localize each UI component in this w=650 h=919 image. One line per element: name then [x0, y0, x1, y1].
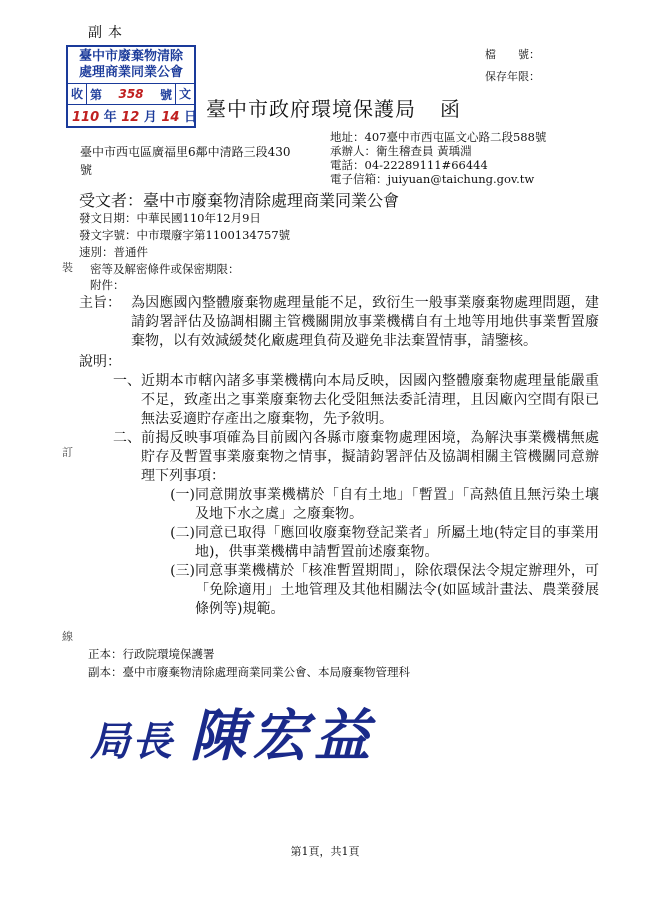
archive-info	[485, 44, 540, 88]
explanation-header	[79, 353, 599, 372]
item2-label: 二、	[113, 430, 141, 446]
sub3-text: 同意事業機構於「核准暫置期間」，除依環保法令規定辦理外，可「免除適用」土地管理及其他相關法令(如區域計畫法、農業發展條例等)規範。	[195, 563, 599, 617]
contact-address: 地址：407臺中市西屯區文心路二段588號	[330, 130, 547, 144]
sub2-text: 同意已取得「應回收廢棄物登記業者」所屬土地(特定目的事業用地)，供事業機構申請暫置前述廢棄物。	[195, 525, 599, 560]
speed-class: 速別：普通件	[79, 245, 148, 259]
stamp-di-label: 第	[90, 87, 103, 102]
copy-recipients: 副本：臺中市廢棄物清除處理商業同業公會、本局廢棄物管理科	[88, 665, 410, 679]
stamp-org-name	[68, 47, 194, 84]
attachment: 附件：	[90, 278, 125, 292]
contact-handler: 承辦人：衛生稽查員 黃瑀淵	[330, 144, 472, 158]
file-number-label: 檔 號：	[485, 48, 540, 61]
document-title	[206, 93, 461, 122]
subject-text: 為因應國內整體廢棄物處理量能不足，致衍生一般事業廢棄物處理問題，建請鈞署評估及協調相關主管機關開放事業機構自有土地等用地供事業暫置廢棄物，以有效減緩焚化廠處理負荷及避免非法棄置情事，請鑒核。	[131, 295, 599, 349]
stamp-date	[68, 105, 198, 126]
secrecy-level: 密等及解密條件或保密期限：	[90, 262, 240, 276]
staple-mark: 訂	[62, 446, 73, 459]
sub-item-1	[141, 486, 599, 524]
item1-label: 一、	[113, 373, 141, 389]
stamp-month-label: 月	[143, 110, 157, 125]
contact-phone: 電話：04-22289111#66444	[330, 158, 488, 172]
receipt-stamp	[66, 45, 196, 128]
explanation-item-2	[79, 429, 599, 486]
sub-item-3	[141, 562, 599, 619]
explanation-item-1	[79, 372, 599, 429]
main-recipient: 正本：行政院環境保護署	[88, 647, 215, 661]
sub1-text: 同意開放事業機構於「自有土地」「暫置」「高熱值且無污染土壤及地下水之虞」之廢棄物。	[195, 487, 599, 522]
contact-block	[330, 130, 546, 186]
subject-section	[79, 294, 599, 351]
contact-email: 電子信箱：juiyuan@taichung.gov.tw	[330, 172, 535, 186]
agency-name: 臺中市政府環境保護局	[206, 97, 416, 121]
stamp-year-label: 年	[103, 110, 117, 125]
document-body	[79, 294, 599, 619]
signature-title: 局長	[90, 719, 174, 765]
stamp-year: 110	[72, 110, 100, 125]
signature-name: 陳宏益	[189, 704, 376, 769]
stamp-number: 358	[118, 87, 144, 101]
stamp-receive-label: 收	[68, 84, 87, 104]
sub-item-2	[141, 524, 599, 562]
retention-period-label: 保存年限：	[485, 70, 540, 83]
stamp-month: 12	[121, 110, 140, 125]
sender-address: 臺中市西屯區廣福里6鄰中清路三段430號	[80, 145, 291, 177]
item2-text: 前揭反映事項確為目前國內各縣市廢棄物處理困境，為解決事業機構無處貯存及暫置事業廢棄物之情事，擬請鈞署評估及協調相關主管機關同意辦理下列事項：	[141, 430, 599, 484]
page-footer: 第1頁，共1頁	[290, 845, 360, 858]
stamp-wen-label: 文	[175, 84, 194, 104]
stamp-org-line2: 處理商業同業公會	[78, 65, 183, 80]
recipient-line: 受文者：臺中市廢棄物清除處理商業同業公會	[79, 191, 400, 210]
stamp-org-line1: 臺中市廢棄物清除	[78, 49, 183, 64]
sub3-label: (三)	[170, 563, 195, 579]
binding-mark: 裝	[62, 261, 73, 274]
doc-type: 函	[440, 97, 461, 121]
signature	[90, 692, 376, 772]
issue-date: 發文日期：中華民國110年12月9日	[79, 211, 261, 225]
issue-number: 發文字號：中市環廢字第1100134757號	[79, 228, 291, 242]
stamp-register-row	[68, 84, 194, 105]
sub2-label: (二)	[170, 525, 195, 541]
stamp-hao-label: 號	[159, 87, 172, 102]
stamp-day-label: 日	[184, 110, 198, 125]
copy-mark: 副本	[88, 25, 128, 41]
explain-label: 說明：	[79, 354, 121, 370]
sub1-label: (一)	[170, 487, 195, 503]
subject-label: 主旨：	[79, 295, 121, 311]
stamp-day: 14	[161, 110, 180, 125]
cut-line-mark: 線	[62, 630, 73, 643]
item1-text: 近期本市轄內諸多事業機構向本局反映，因國內整體廢棄物處理量能嚴重不足，致產出之事業廢棄物去化受阻無法委託清理，且因廠內空間有限已無法妥適貯存產出之廢棄物，先予敘明。	[141, 373, 599, 427]
